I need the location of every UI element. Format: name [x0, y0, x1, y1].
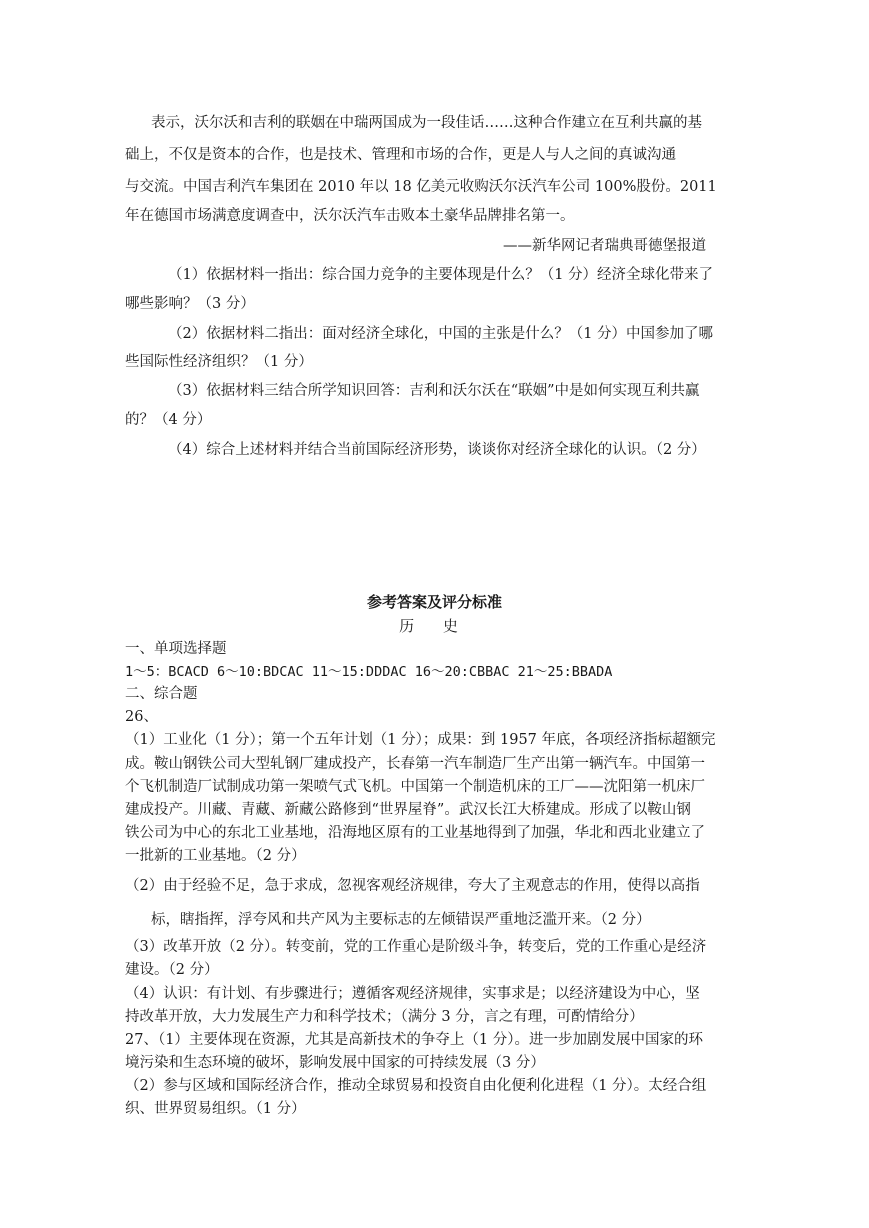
answer-line: 建成投产。川藏、青藏、新藏公路修到“世界屋脊”。武汉长江大桥建成。形成了以鞍山钢	[125, 802, 691, 818]
answer-key-title: 参考答案及评分标准	[366, 593, 502, 611]
answer-line: （2）参与区域和国际经济合作，推动全球贸易和投资自由化便利化进程（1 分）。太经合组	[125, 1078, 707, 1094]
answer-line: （1）工业化（1 分）；第一个五年计划（1 分）；成果：到 1957 年底，各项经济指标超额完	[125, 732, 716, 748]
answer-line: 标，瞎指挥，浮夸风和共产风为主要标志的左倾错误严重地泛滥开来。（2 分）	[151, 912, 651, 928]
question-3-line: （3）依据材料三结合所学知识回答：吉利和沃尔沃在“联姻”中是如何实现互利共赢	[168, 383, 700, 399]
answer-line: （4）认识：有计划、有步骤进行；遵循客观经济规律，实事求是；以经济建设为中心，坚	[125, 986, 700, 1002]
answer-line: 个飞机制造厂试制成功第一架喷气式飞机。中国第一个制造机床的工厂——沈阳第一机床厂	[125, 779, 705, 795]
answer-line: 持改革开放，大力发展生产力和科学技术；（满分 3 分，言之有理，可酌情给分）	[125, 1009, 644, 1025]
question-1-line: （1）依据材料一指出：综合国力竞争的主要体现是什么？（1 分）经济全球化带来了	[168, 267, 714, 283]
mcq-answers: 1～5：BCACD 6～10:BDCAC 11～15:DDDAC 16～20:CBBAC 21～25:BBADA	[125, 664, 613, 680]
answer-line: 织、世界贸易组织。（1 分）	[125, 1101, 306, 1117]
material-source: ——新华网记者瑞典哥德堡报道	[503, 238, 706, 254]
question-number: 26、	[125, 709, 158, 725]
section-heading: 一、单项选择题	[125, 641, 227, 657]
material-text-line: 与交流。中国吉利汽车集团在 2010 年以 18 亿美元收购沃尔沃汽车公司 100%股份。2011	[125, 179, 717, 195]
answer-line: 27、（1）主要体现在资源，尤其是高新技术的争夺上（1 分）。进一步加剧发展中国家的环	[125, 1032, 704, 1048]
answer-line: 铁公司为中心的东北工业基地，沿海地区原有的工业基地得到了加强，华北和西北业建立了	[125, 825, 705, 841]
material-text-line: 础上，不仅是资本的合作，也是技术、管理和市场的合作，更是人与人之间的真诚沟通	[125, 147, 676, 163]
question-1-line: 哪些影响？（3 分）	[125, 296, 255, 312]
question-2-line: 些国际性经济组织？（1 分）	[125, 354, 313, 370]
question-3-line: 的？（4 分）	[125, 412, 212, 428]
section-heading: 二、综合题	[125, 686, 198, 702]
subject-heading: 历 史	[399, 617, 470, 635]
answer-line: 境污染和生态环境的破坏，影响发展中国家的可持续发展（3 分）	[125, 1055, 545, 1071]
material-text-line: 表示，沃尔沃和吉利的联姻在中瑞两国成为一段佳话……这种合作建立在互利共赢的基	[151, 115, 702, 131]
question-2-line: （2）依据材料二指出：面对经济全球化，中国的主张是什么？（1 分）中国参加了哪	[168, 326, 714, 342]
answer-line: （3）改革开放（2 分）。转变前，党的工作重心是阶级斗争，转变后，党的工作重心是经济	[125, 939, 707, 955]
answer-line: （2）由于经验不足，急于求成，忽视客观经济规律，夸大了主观意志的作用，使得以高指	[125, 878, 700, 894]
material-text-line: 年在德国市场满意度调查中，沃尔沃汽车击败本土豪华品牌排名第一。	[125, 208, 575, 224]
answer-line: 一批新的工业基地。（2 分）	[125, 848, 306, 864]
answer-line: 建设。（2 分）	[125, 962, 219, 978]
question-4-line: （4）综合上述材料并结合当前国际经济形势，谈谈你对经济全球化的认识。（2 分）	[168, 442, 706, 458]
answer-line: 成。鞍山钢铁公司大型轧钢厂建成投产，长春第一汽车制造厂生产出第一辆汽车。中国第一	[125, 756, 705, 772]
